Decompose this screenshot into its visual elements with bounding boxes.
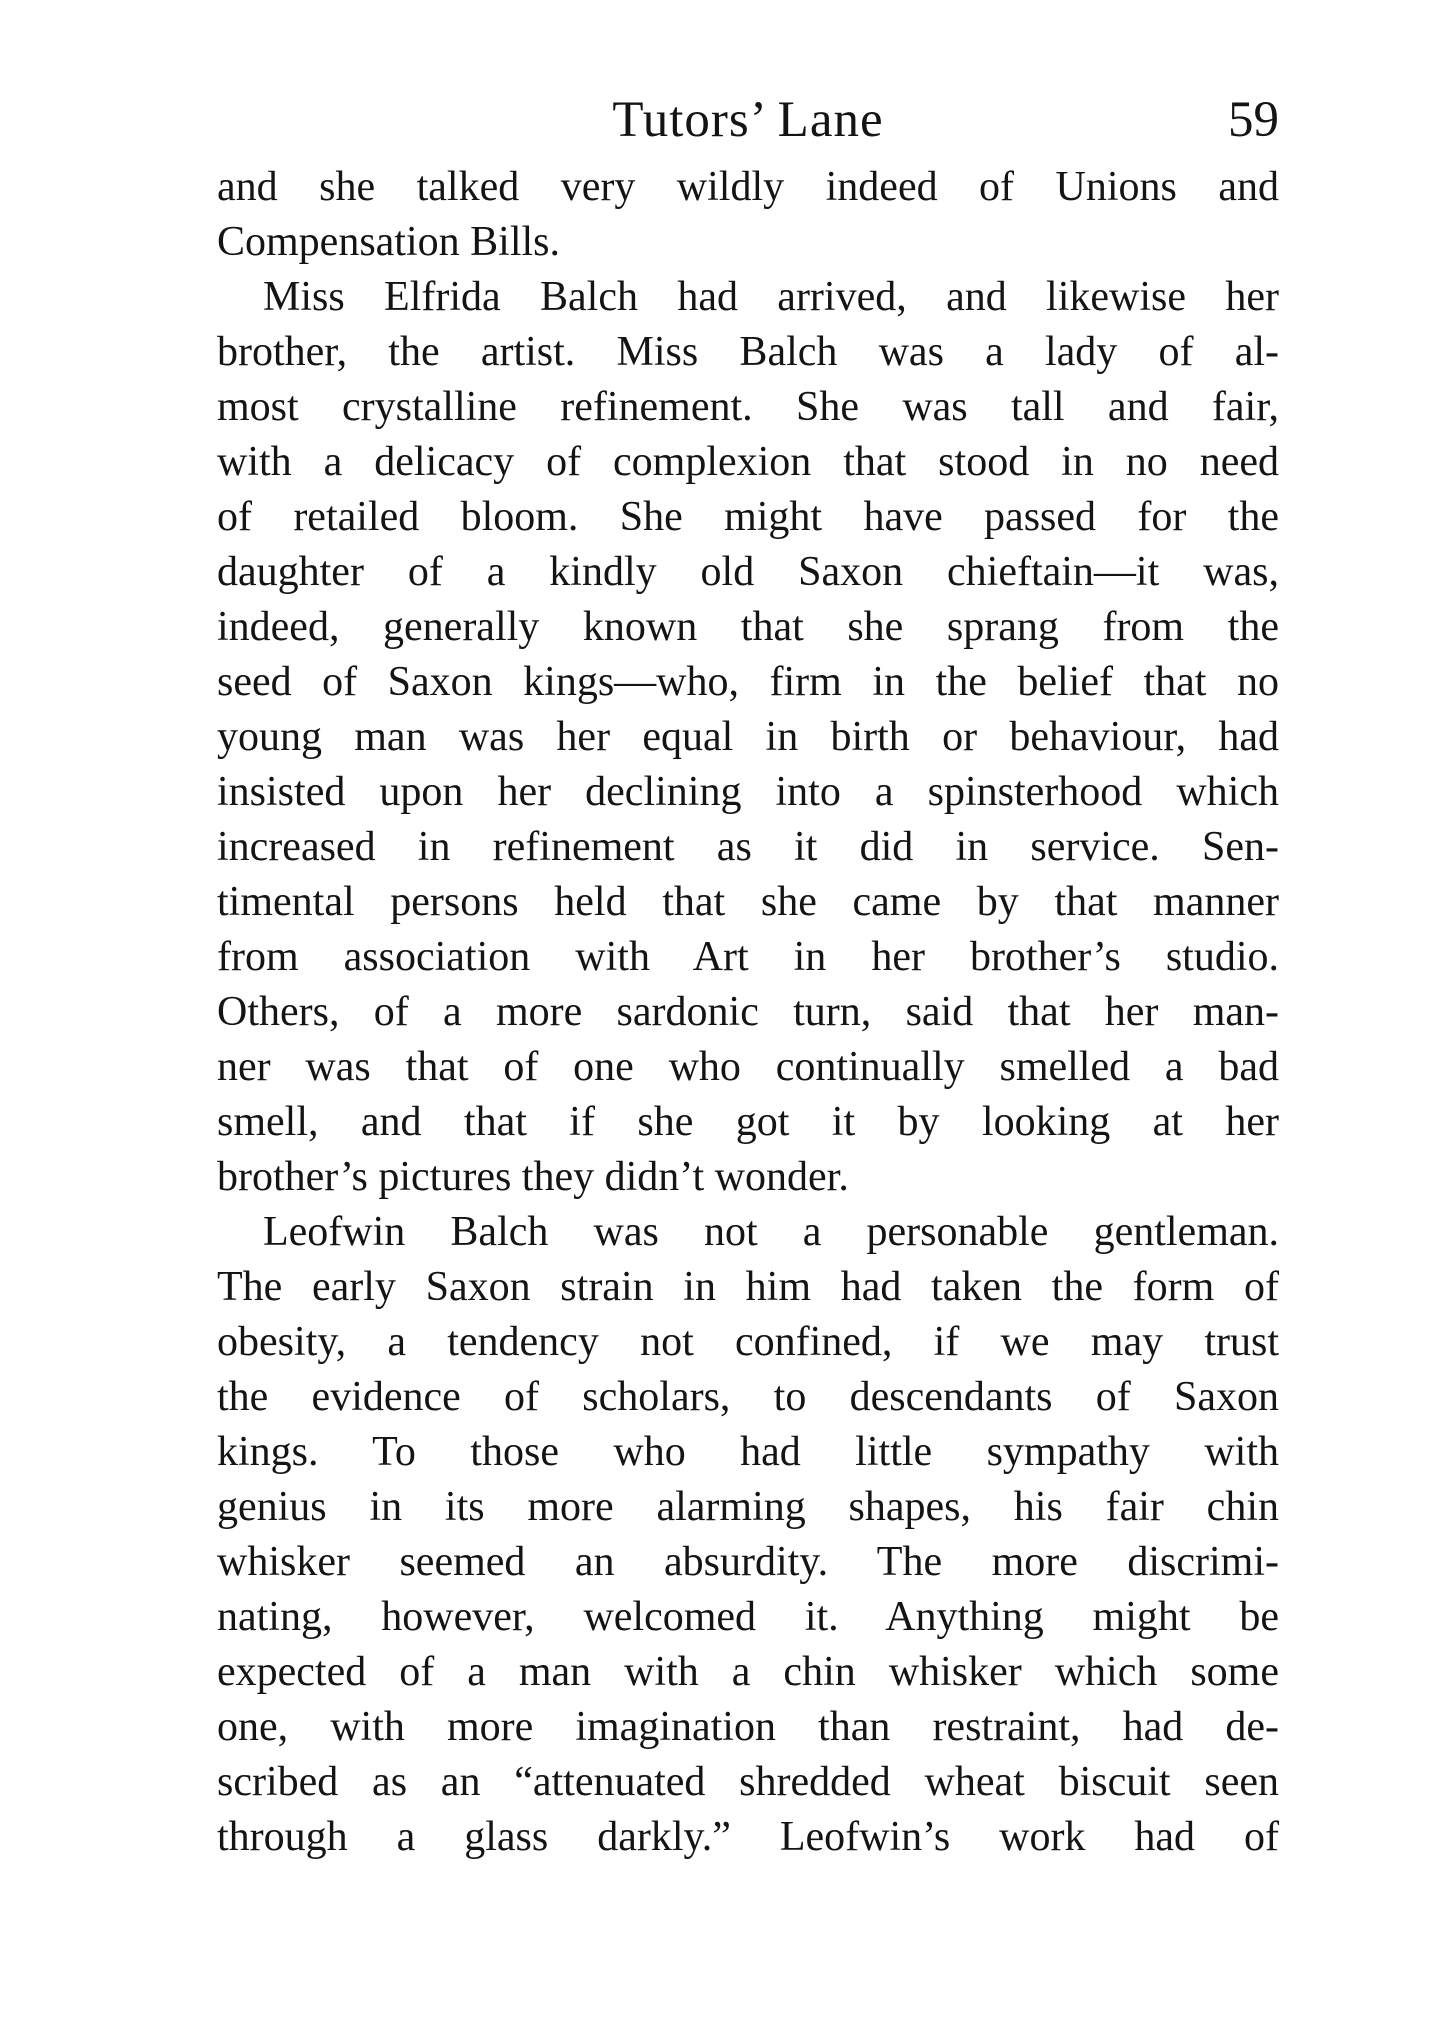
text-line: young man was her equal in birth or behaviour, had — [217, 714, 1279, 760]
page-header — [217, 90, 1279, 150]
text-line: Miss Elfrida Balch had arrived, and likewise her — [263, 274, 1279, 320]
text-line: genius in its more alarming shapes, his fair chin — [217, 1484, 1279, 1530]
text-line: with a delicacy of complexion that stood in no need — [217, 439, 1279, 485]
text-line: kings. To those who had little sympathy with — [217, 1429, 1279, 1475]
text-line: seed of Saxon kings—who, firm in the belief that no — [217, 659, 1279, 705]
text-line: smell, and that if she got it by looking at her — [217, 1099, 1279, 1145]
text-line: expected of a man with a chin whisker which some — [217, 1649, 1279, 1695]
text-line: The early Saxon strain in him had taken the form of — [217, 1264, 1279, 1310]
text-line: indeed, generally known that she sprang from the — [217, 604, 1279, 650]
text-line: Others, of a more sardonic turn, said that her man- — [217, 989, 1279, 1035]
text-line: nating, however, welcomed it. Anything might be — [217, 1594, 1279, 1640]
text-line: of retailed bloom. She might have passed for the — [217, 494, 1279, 540]
text-line: increased in refinement as it did in service. Sen- — [217, 824, 1279, 870]
text-line: Compensation Bills. — [217, 219, 561, 265]
text-line: the evidence of scholars, to descendants of Saxon — [217, 1374, 1279, 1420]
text-line: Leofwin Balch was not a personable gentleman. — [263, 1209, 1279, 1255]
text-line: scribed as an “attenuated shredded wheat biscuit seen — [217, 1759, 1279, 1805]
text-line: ner was that of one who continually smelled a bad — [217, 1044, 1279, 1090]
text-line: daughter of a kindly old Saxon chieftain—it was, — [217, 549, 1279, 595]
text-line: and she talked very wildly indeed of Unions and — [217, 164, 1279, 210]
running-title: Tutors’ Lane — [612, 92, 884, 148]
text-line: one, with more imagination than restraint, had de- — [217, 1704, 1279, 1750]
text-line: through a glass darkly.” Leofwin’s work had of — [217, 1814, 1279, 1860]
text-line: from association with Art in her brother’s studio. — [217, 934, 1279, 980]
text-line: brother, the artist. Miss Balch was a lady of al- — [217, 329, 1279, 375]
page-number: 59 — [1228, 92, 1279, 148]
text-line: insisted upon her declining into a spinsterhood which — [217, 769, 1279, 815]
text-line: obesity, a tendency not confined, if we may trust — [217, 1319, 1279, 1365]
text-line: most crystalline refinement. She was tall and fair, — [217, 384, 1279, 430]
body-text — [217, 160, 1279, 1865]
text-line: brother’s pictures they didn’t wonder. — [217, 1154, 849, 1200]
text-line: timental persons held that she came by that manner — [217, 879, 1279, 925]
text-line: whisker seemed an absurdity. The more discrimi- — [217, 1539, 1279, 1585]
